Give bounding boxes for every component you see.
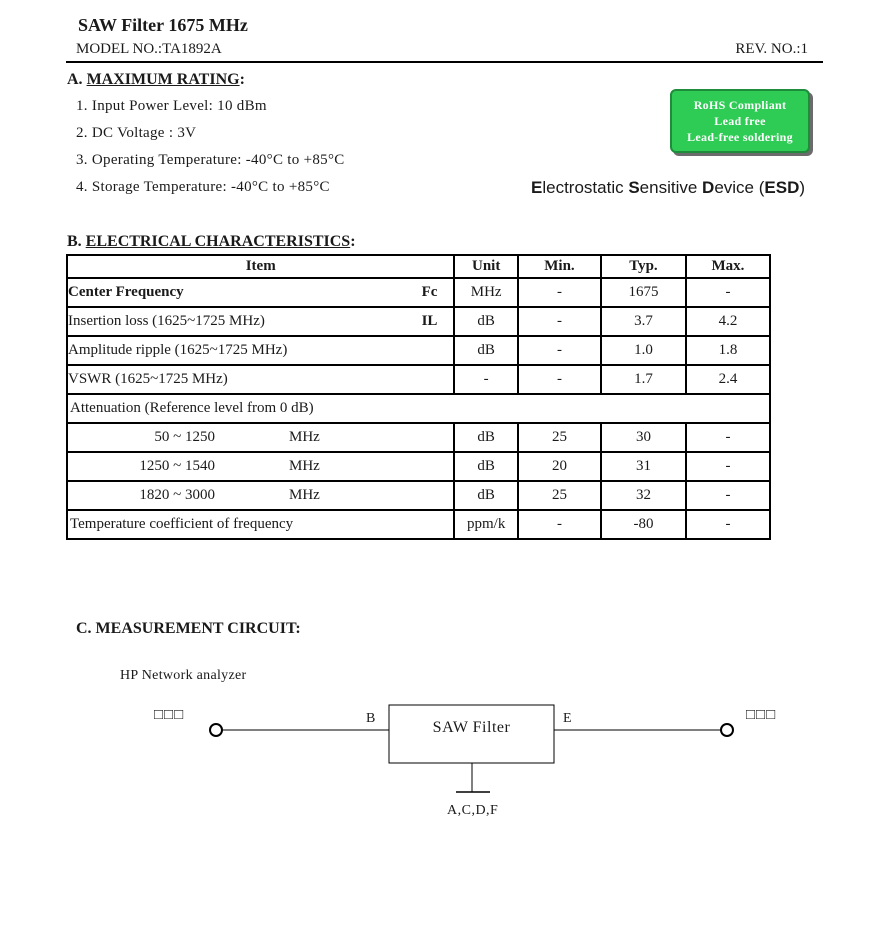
unit-cell: MHz <box>454 278 518 307</box>
max-cell: 2.4 <box>686 365 770 394</box>
rating-item-3: 3. Operating Temperature: -40°C to +85°C <box>76 152 345 168</box>
unit-cell: dB <box>454 481 518 510</box>
header-item: Item <box>67 255 454 278</box>
header-max: Max. <box>686 255 770 278</box>
item-cell: Temperature coefficient of frequency <box>67 510 454 539</box>
item-label: VSWR (1625~1725 MHz) <box>68 371 228 387</box>
unit-cell: dB <box>454 423 518 452</box>
unit-cell: dB <box>454 452 518 481</box>
max-cell: - <box>686 510 770 539</box>
rating-item-1: 1. Input Power Level: 10 dBm <box>76 98 267 114</box>
item-label: Center Frequency <box>68 284 184 300</box>
filter-label: SAW Filter <box>432 719 511 736</box>
min-cell: 20 <box>518 452 601 481</box>
ground-pins-label: A,C,D,F <box>447 803 499 818</box>
item-symbol: IL <box>421 313 438 329</box>
max-cell: - <box>686 452 770 481</box>
range-unit: MHz <box>289 487 320 503</box>
typ-cell: 3.7 <box>601 307 686 336</box>
typ-cell: 31 <box>601 452 686 481</box>
left-port-symbol: □□□ <box>154 707 185 723</box>
section-c-heading: C. MEASUREMENT CIRCUIT: <box>76 620 301 637</box>
section-a-heading: A. MAXIMUM RATING: <box>67 71 245 88</box>
typ-cell: 30 <box>601 423 686 452</box>
rohs-line-2: Lead free <box>714 114 766 128</box>
min-cell: - <box>518 510 601 539</box>
esd-notice: Electrostatic Sensitive Device (ESD) <box>531 178 806 197</box>
range-unit: MHz <box>289 458 320 474</box>
item-label: Insertion loss (1625~1725 MHz) <box>68 313 265 329</box>
range-value: 1250 ~ 1540 <box>139 458 215 474</box>
section-b-heading: B. ELECTRICAL CHARACTERISTICS: <box>67 233 356 250</box>
header-unit: Unit <box>454 255 518 278</box>
typ-cell: 1.7 <box>601 365 686 394</box>
section-a-title: MAXIMUM RATING <box>86 71 240 88</box>
port-b-label: B <box>366 711 376 726</box>
document-title: SAW Filter 1675 MHz <box>78 15 248 35</box>
min-cell: - <box>518 278 601 307</box>
min-cell: 25 <box>518 423 601 452</box>
right-port-symbol: □□□ <box>746 707 777 723</box>
max-cell: - <box>686 481 770 510</box>
rating-item-2: 2. DC Voltage : 3V <box>76 125 197 141</box>
min-cell: - <box>518 365 601 394</box>
typ-cell: -80 <box>601 510 686 539</box>
typ-cell: 1.0 <box>601 336 686 365</box>
range-value: 1820 ~ 3000 <box>139 487 215 503</box>
rating-item-4: 4. Storage Temperature: -40°C to +85°C <box>76 179 330 195</box>
port-e-label: E <box>563 711 572 726</box>
min-cell: 25 <box>518 481 601 510</box>
input-terminal-icon <box>210 724 222 736</box>
max-cell: 4.2 <box>686 307 770 336</box>
range-unit: MHz <box>289 429 320 445</box>
item-symbol: Fc <box>421 284 438 300</box>
unit-cell: - <box>454 365 518 394</box>
header-min: Min. <box>518 255 601 278</box>
unit-cell: dB <box>454 336 518 365</box>
typ-cell: 32 <box>601 481 686 510</box>
unit-cell: dB <box>454 307 518 336</box>
item-label: Amplitude ripple (1625~1725 MHz) <box>68 342 288 358</box>
typ-cell: 1675 <box>601 278 686 307</box>
max-cell: 1.8 <box>686 336 770 365</box>
range-value: 50 ~ 1250 <box>154 429 215 445</box>
max-cell: - <box>686 423 770 452</box>
min-cell: - <box>518 336 601 365</box>
analyzer-label: HP Network analyzer <box>120 668 247 683</box>
max-cell: - <box>686 278 770 307</box>
revision-number: REV. NO.:1 <box>735 41 808 57</box>
section-b-title: ELECTRICAL CHARACTERISTICS <box>85 233 351 250</box>
attenuation-label: Attenuation (Reference level from 0 dB) <box>67 394 770 423</box>
model-number: MODEL NO.:TA1892A <box>76 41 222 57</box>
unit-cell: ppm/k <box>454 510 518 539</box>
output-terminal-icon <box>721 724 733 736</box>
header-typ: Typ. <box>601 255 686 278</box>
rohs-line-3: Lead-free soldering <box>687 130 793 144</box>
rohs-line-1: RoHS Compliant <box>693 98 787 112</box>
min-cell: - <box>518 307 601 336</box>
